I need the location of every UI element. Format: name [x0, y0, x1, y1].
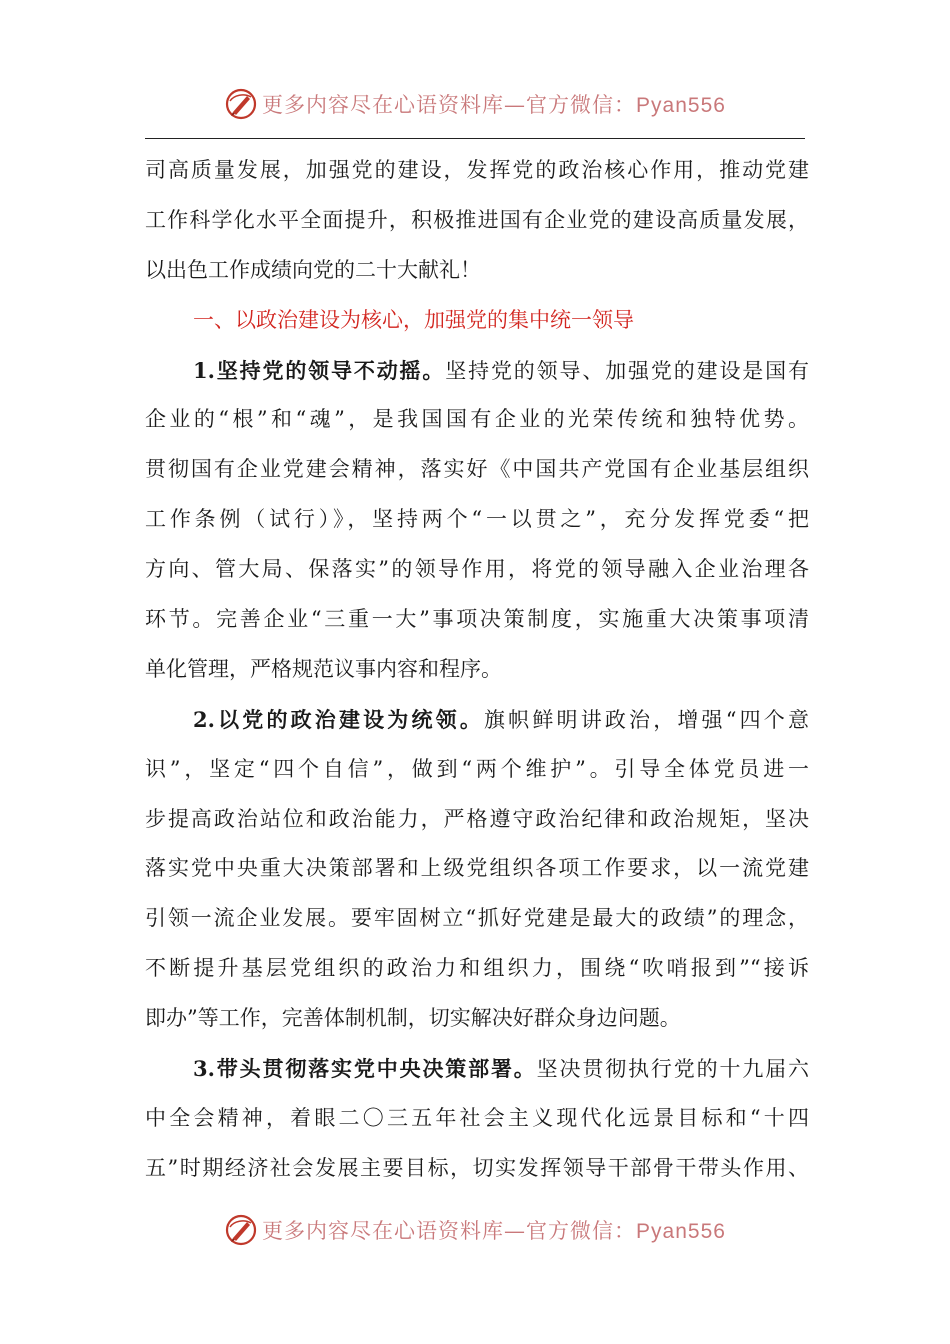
- item-1-title: 1.坚持党的领导不动摇。: [193, 357, 446, 383]
- body-line: 以出色工作成绩向党的二十大献礼！: [145, 257, 481, 282]
- footer-banner-id: Pyan556: [636, 1220, 726, 1243]
- body-line: 工作条例（试行）》，坚持两个“一以贯之”，充分发挥党委“把: [145, 507, 809, 532]
- item-1-first-line: [145, 346, 809, 396]
- body-line: 不断提升基层党组织的政治力和组织力，围绕“吹哨报到”“接诉: [145, 956, 809, 981]
- body-line: 五”时期经济社会发展主要目标，切实发挥领导干部骨干带头作用、: [145, 1155, 809, 1180]
- header-banner-text: [262, 89, 726, 119]
- item-3-first-line: [145, 1044, 809, 1094]
- body-line: 中全会精神，着眼二〇三五年社会主义现代化远景目标和“十四: [145, 1105, 809, 1130]
- header-divider: [145, 138, 805, 139]
- document-body: [145, 146, 809, 1194]
- body-line: 识”，坚定“四个自信”，做到“两个维护”。引导全体党员进一: [145, 756, 809, 781]
- item-2-first-line: [145, 695, 809, 745]
- body-line: 单化管理，严格规范议事内容和程序。: [145, 656, 502, 681]
- footer-banner-label: 更多内容尽在心语资料库—官方微信：: [262, 1219, 637, 1243]
- body-line: 步提高政治站位和政治能力，严格遵守政治纪律和政治规矩，坚决: [145, 806, 809, 831]
- header-banner-id: Pyan556: [636, 94, 726, 117]
- body-line: 即办”等工作，完善体制机制，切实解决好群众身边问题。: [145, 1006, 681, 1031]
- body-line: 贯彻国有企业党建会精神，落实好《中国共产党国有企业基层组织: [145, 457, 809, 482]
- body-line: 引领一流企业发展。要牢固树立“抓好党建是最大的政绩”的理念，: [145, 906, 809, 931]
- item-3-text: 坚决贯彻执行党的十九届六: [536, 1057, 810, 1082]
- body-line: 落实党中央重大决策部署和上级党组织各项工作要求，以一流党建: [145, 856, 809, 881]
- section-heading: 一、以政治建设为核心，加强党的集中统一领导: [193, 307, 634, 332]
- header-banner: [0, 84, 950, 124]
- body-line: 方向、管大局、保落实”的领导作用，将党的领导融入企业治理各: [145, 557, 809, 582]
- pen-logo-icon: [224, 87, 258, 121]
- header-banner-label: 更多内容尽在心语资料库—官方微信：: [262, 93, 637, 117]
- item-2-title: 2.以党的政治建设为统领。: [193, 706, 484, 732]
- body-line: 司高质量发展，加强党的建设，发挥党的政治核心作用，推动党建: [145, 158, 809, 182]
- item-1-text: 坚持党的领导、加强党的建设是国有: [445, 358, 809, 383]
- body-line: 工作科学化水平全面提升，积极推进国有企业党的建设高质量发展，: [145, 207, 809, 232]
- body-line: 环节。完善企业“三重一大”事项决策制度，实施重大决策事项清: [145, 607, 809, 632]
- footer-banner-text: [262, 1215, 726, 1245]
- item-2-text: 旗帜鲜明讲政治，增强“四个意: [484, 707, 809, 732]
- pen-logo-icon: [224, 1213, 258, 1247]
- footer-banner: [0, 1210, 950, 1250]
- item-3-title: 3.带头贯彻落实党中央决策部署。: [193, 1056, 537, 1082]
- body-line: 企业的“根”和“魂”，是我国国有企业的光荣传统和独特优势。: [145, 407, 809, 432]
